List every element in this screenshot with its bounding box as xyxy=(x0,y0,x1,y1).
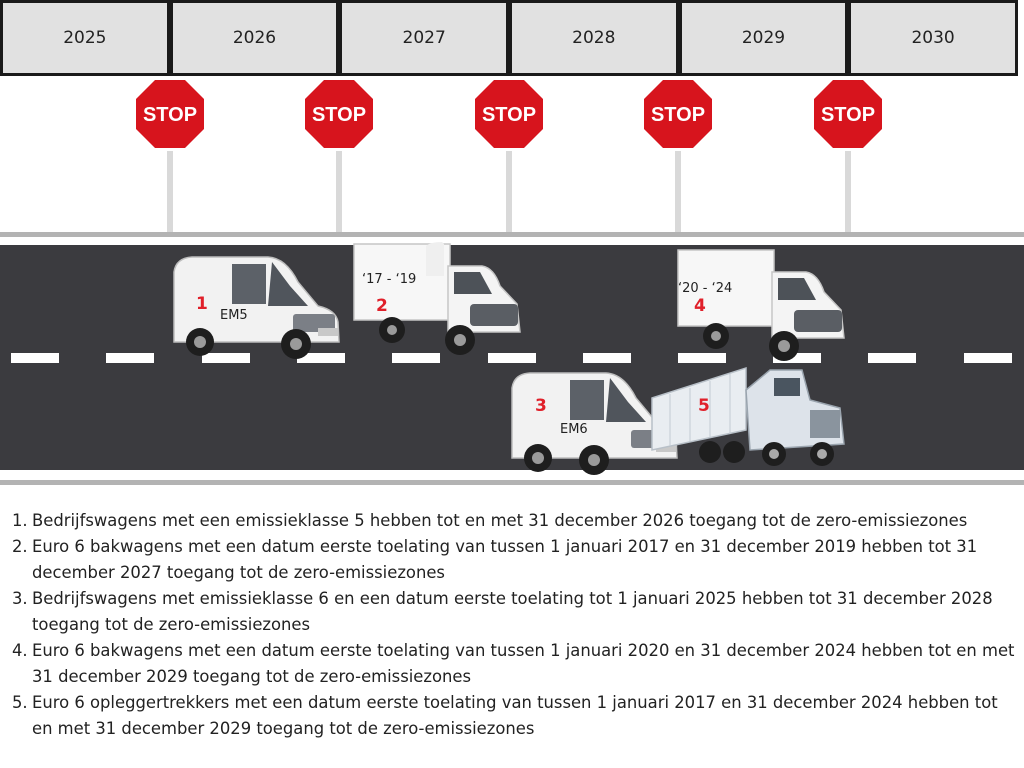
year-box-2029 xyxy=(679,0,849,76)
list-item xyxy=(12,690,1020,742)
stop-sign-text: STOP xyxy=(311,104,367,126)
vehicle-label: ‘20 - ‘24 xyxy=(678,281,733,296)
road-edge-top xyxy=(0,232,1024,237)
year-label: 2025 xyxy=(63,28,107,48)
year-label: 2029 xyxy=(741,28,786,48)
year-label: 2028 xyxy=(572,28,616,48)
sign-pole xyxy=(336,146,342,232)
lane-dash xyxy=(11,353,59,363)
stop-sign-text: STOP xyxy=(650,104,706,126)
list-index: 1. xyxy=(12,511,28,530)
vehicle-label: ‘17 - ‘19 xyxy=(362,272,417,287)
list-index: 4. xyxy=(12,641,28,660)
year-label: 2027 xyxy=(402,28,446,48)
vehicle-number: 3 xyxy=(535,396,547,416)
semi-truck-icon xyxy=(650,360,848,472)
stop-sign-icon xyxy=(640,76,716,152)
stop-sign-icon xyxy=(301,76,377,152)
van-icon xyxy=(168,254,343,366)
sign-pole xyxy=(167,146,173,232)
lane-dash xyxy=(964,353,1012,363)
list-text: Bedrijfswagens met een emissieklasse 5 hebben tot en met 31 december 2026 toegang tot de zero-emissiezones xyxy=(32,511,968,530)
lane-dash xyxy=(106,353,154,363)
list-item xyxy=(12,534,1020,586)
year-box-2027 xyxy=(339,0,509,76)
vehicle-number: 1 xyxy=(196,294,208,314)
stop-sign-text: STOP xyxy=(142,104,198,126)
list-text: Euro 6 bakwagens met een datum eerste toelating van tussen 1 januari 2017 en 31 december 2019 hebben tot 31 december 2027 toegang tot de zero-emissiezones xyxy=(32,537,978,582)
list-index: 5. xyxy=(12,693,28,712)
stop-sign-icon xyxy=(810,76,886,152)
year-box-2025 xyxy=(0,0,170,76)
vehicle-label: EM5 xyxy=(220,308,248,323)
year-box-2028 xyxy=(509,0,679,76)
list-index: 2. xyxy=(12,537,28,556)
sign-pole xyxy=(506,146,512,232)
rules-list xyxy=(12,508,1020,742)
year-box-2030 xyxy=(848,0,1018,76)
year-timeline xyxy=(0,0,1024,76)
vehicle-number: 2 xyxy=(376,296,388,316)
list-text: Euro 6 bakwagens met een datum eerste toelating van tussen 1 januari 2020 en 31 december 2024 hebben tot en met 31 december 2029 toegang tot de zero-emissiezones xyxy=(32,641,1015,686)
year-label: 2026 xyxy=(232,28,277,48)
year-box-2026 xyxy=(170,0,340,76)
list-item xyxy=(12,638,1020,690)
list-item xyxy=(12,508,1020,534)
list-item xyxy=(12,586,1020,638)
stop-sign-text: STOP xyxy=(820,104,876,126)
list-index: 3. xyxy=(12,589,28,608)
stop-sign-icon xyxy=(471,76,547,152)
year-label: 2030 xyxy=(911,28,955,48)
list-text: Bedrijfswagens met emissieklasse 6 en een datum eerste toelating tot 1 januari 2025 hebben tot 31 december 2028 toegang tot de zero-emissiezones xyxy=(32,589,993,634)
stop-sign-text: STOP xyxy=(481,104,537,126)
lane-dash xyxy=(583,353,631,363)
vehicle-number: 5 xyxy=(698,396,710,416)
stop-sign-icon xyxy=(132,76,208,152)
list-text: Euro 6 opleggertrekkers met een datum eerste toelating van tussen 1 januari 2017 en 31 december 2024 hebben tot en met 31 december 2029 toegang tot de zero-emissiezones xyxy=(32,693,998,738)
sign-pole xyxy=(675,146,681,232)
vehicle-number: 4 xyxy=(694,296,706,316)
vehicle-label: EM6 xyxy=(560,422,588,437)
sign-pole xyxy=(845,146,851,232)
lane-dash xyxy=(868,353,916,363)
